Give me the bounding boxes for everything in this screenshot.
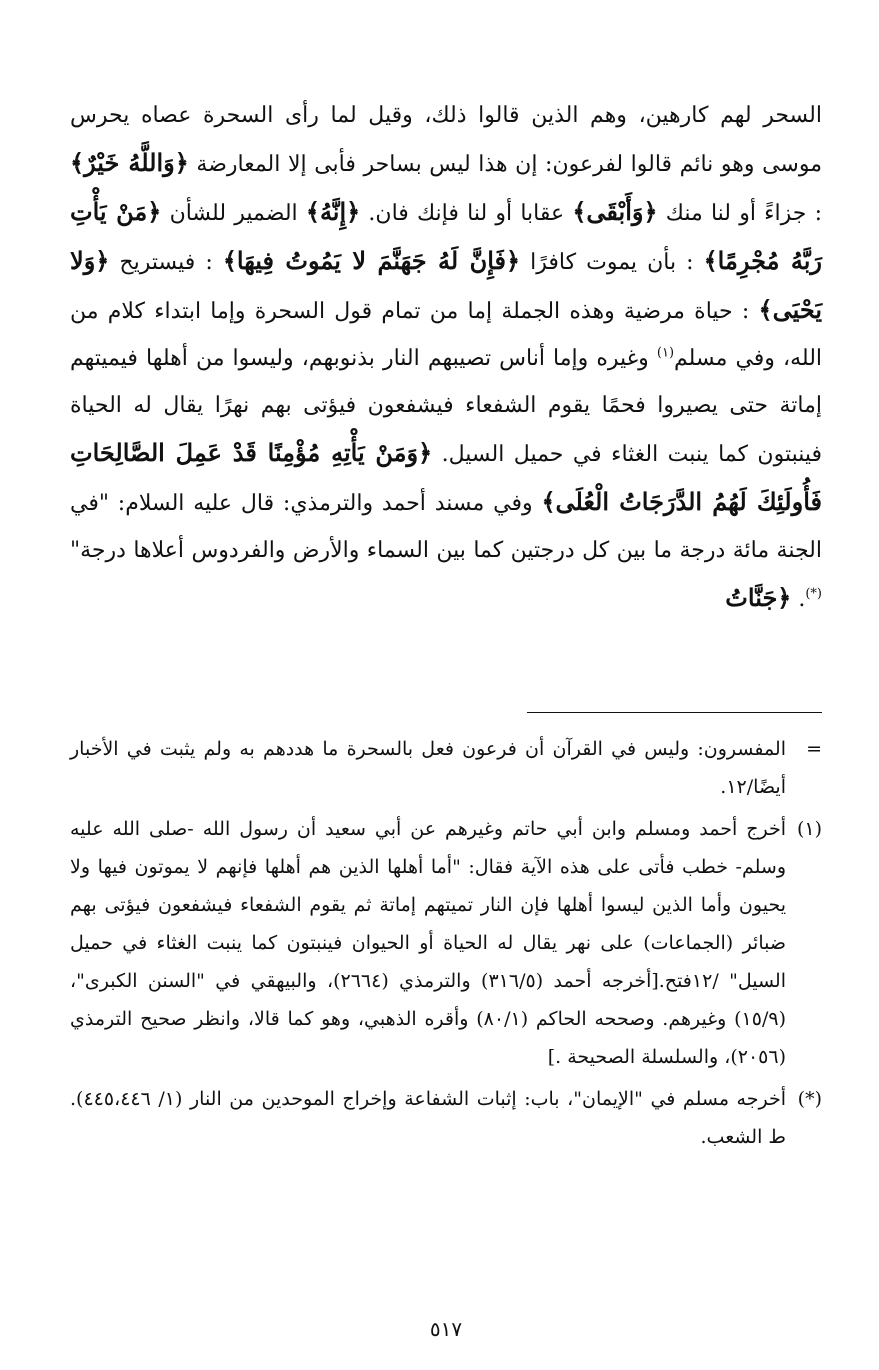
commentary-text: : فيستريح [109, 250, 223, 275]
main-text [70, 92, 822, 623]
footnote-marker: (١) [796, 818, 822, 840]
quran-verse: ﴿فَإِنَّ لَهُ جَهَنَّمَ لا يَمُوتُ فِيهَا﴾ [222, 246, 521, 275]
commentary-text: : بأن يموت كافرًا [520, 250, 704, 275]
commentary-text: وغيره وإما أناس تصيبهم النار بذنوبهم، وليسوا من أهلها فيميتهم إماتة حتى يصيروا فحمًا يقوم الشفعاء فيشفعون فيؤتى بهم نهرًا يقال له الحياة فينبتون كما ينبت الغثاء في حميل السيل. [70, 346, 823, 467]
footnote-text: أخرجه مسلم في "الإيمان"، باب: إثبات الشفاعة وإخراج الموحدين من النار (١/ ٤٤٥،٤٤٦). ط الشعب. [70, 1088, 786, 1148]
footnote-text: المفسرون: وليس في القرآن أن فرعون فعل بالسحرة ما هددهم به ولم يثبت في الأخبار أيضًا/١٢. [70, 738, 786, 798]
quran-verse: ﴿وَلا يَحْيَى﴾ [70, 246, 822, 324]
quran-verse: ﴿مَنْ يَأْتِ رَبَّهُ مُجْرِمًا﴾ [70, 197, 822, 275]
footnote-marker: (*) [797, 1088, 822, 1110]
quran-verse: ﴿جَنَّاتُ [725, 583, 792, 612]
page [70, 92, 822, 1352]
commentary-text: وفي مسند أحمد والترمذي: قال عليه السلام: "في الجنة مائة درجة ما بين كل درجتين كما بين السماء والأرض والفردوس أعلاها درجة" [70, 491, 822, 563]
quran-verse: ﴿وَأَبْقَى﴾ [572, 197, 658, 226]
commentary-text: : حياة مرضية وهذه الجملة إما من تمام قول السحرة وإما ابتداء كلام من الله، وفي مسلم [70, 299, 823, 371]
footnotes [70, 730, 822, 1160]
commentary-text: . [791, 587, 806, 612]
commentary-text: الضمير للشأن [161, 201, 306, 226]
quran-verse: ﴿وَمَنْ يَأْتِهِ مُؤْمِنًا قَدْ عَمِلَ الصَّالِحَاتِ فَأُولَئِكَ لَهُمُ الدَّرَجَاتُ الْعُلَى﴾ [70, 438, 822, 516]
footnote-reference: (١) [656, 345, 675, 361]
footnote-separator [527, 712, 822, 713]
footnote [70, 1080, 822, 1156]
footnote-reference: (*) [805, 586, 822, 602]
footnote [70, 810, 822, 1076]
quran-verse: ﴿إِنَّهُ﴾ [305, 197, 361, 226]
commentary-text: عقابا أو لنا فإنك فان. [360, 201, 573, 226]
quran-verse: ﴿وَاللَّهُ خَيْرٌ﴾ [70, 148, 189, 177]
commentary-text: السحر لهم كارهين، وهم الذين قالوا ذلك، وقيل لما رأى السحرة عصاه يحرس موسى وهو نائم قالوا لفرعون: إن هذا ليس بساحر فأبى إلا المعارضة [70, 103, 822, 177]
footnote-marker: = [806, 738, 822, 760]
footnote-text: أخرج أحمد ومسلم وابن أبي حاتم وغيرهم عن أبي سعيد أن رسول الله -صلى الله عليه وسلم- خطب فأتى على هذه الآية فقال: "أما أهلها الذين هم أهلها فإنهم لا يموتون فيها ولا يحيون وأما الذين ليسوا أهلها فإن النار تميتهم إماتة ثم يقوم الشفعاء فيشفعون فيؤتى بهم ضبائر (الجماعات) على نهر يقال له الحياة أو الحيوان فينبتون كما ينبت الغثاء في حميل السيل" /١٢فتح.[أخرجه أحمد (٣١٦/٥) والترمذي (٢٦٦٤)، والبيهقي في "السنن الكبرى"، (١٥/٩) وغيرهم. وصححه الحاكم (٨٠/١) وأقره الذهبي، وهو كما قالا، وانظر صحيح الترمذي (٢٠٥٦)، والسلسلة الصحيحة .] [70, 818, 787, 1068]
page-number: ٥١٧ [429, 1317, 463, 1341]
commentary-text: : جزاءً أو لنا منك [657, 201, 822, 226]
footnote [70, 730, 822, 806]
